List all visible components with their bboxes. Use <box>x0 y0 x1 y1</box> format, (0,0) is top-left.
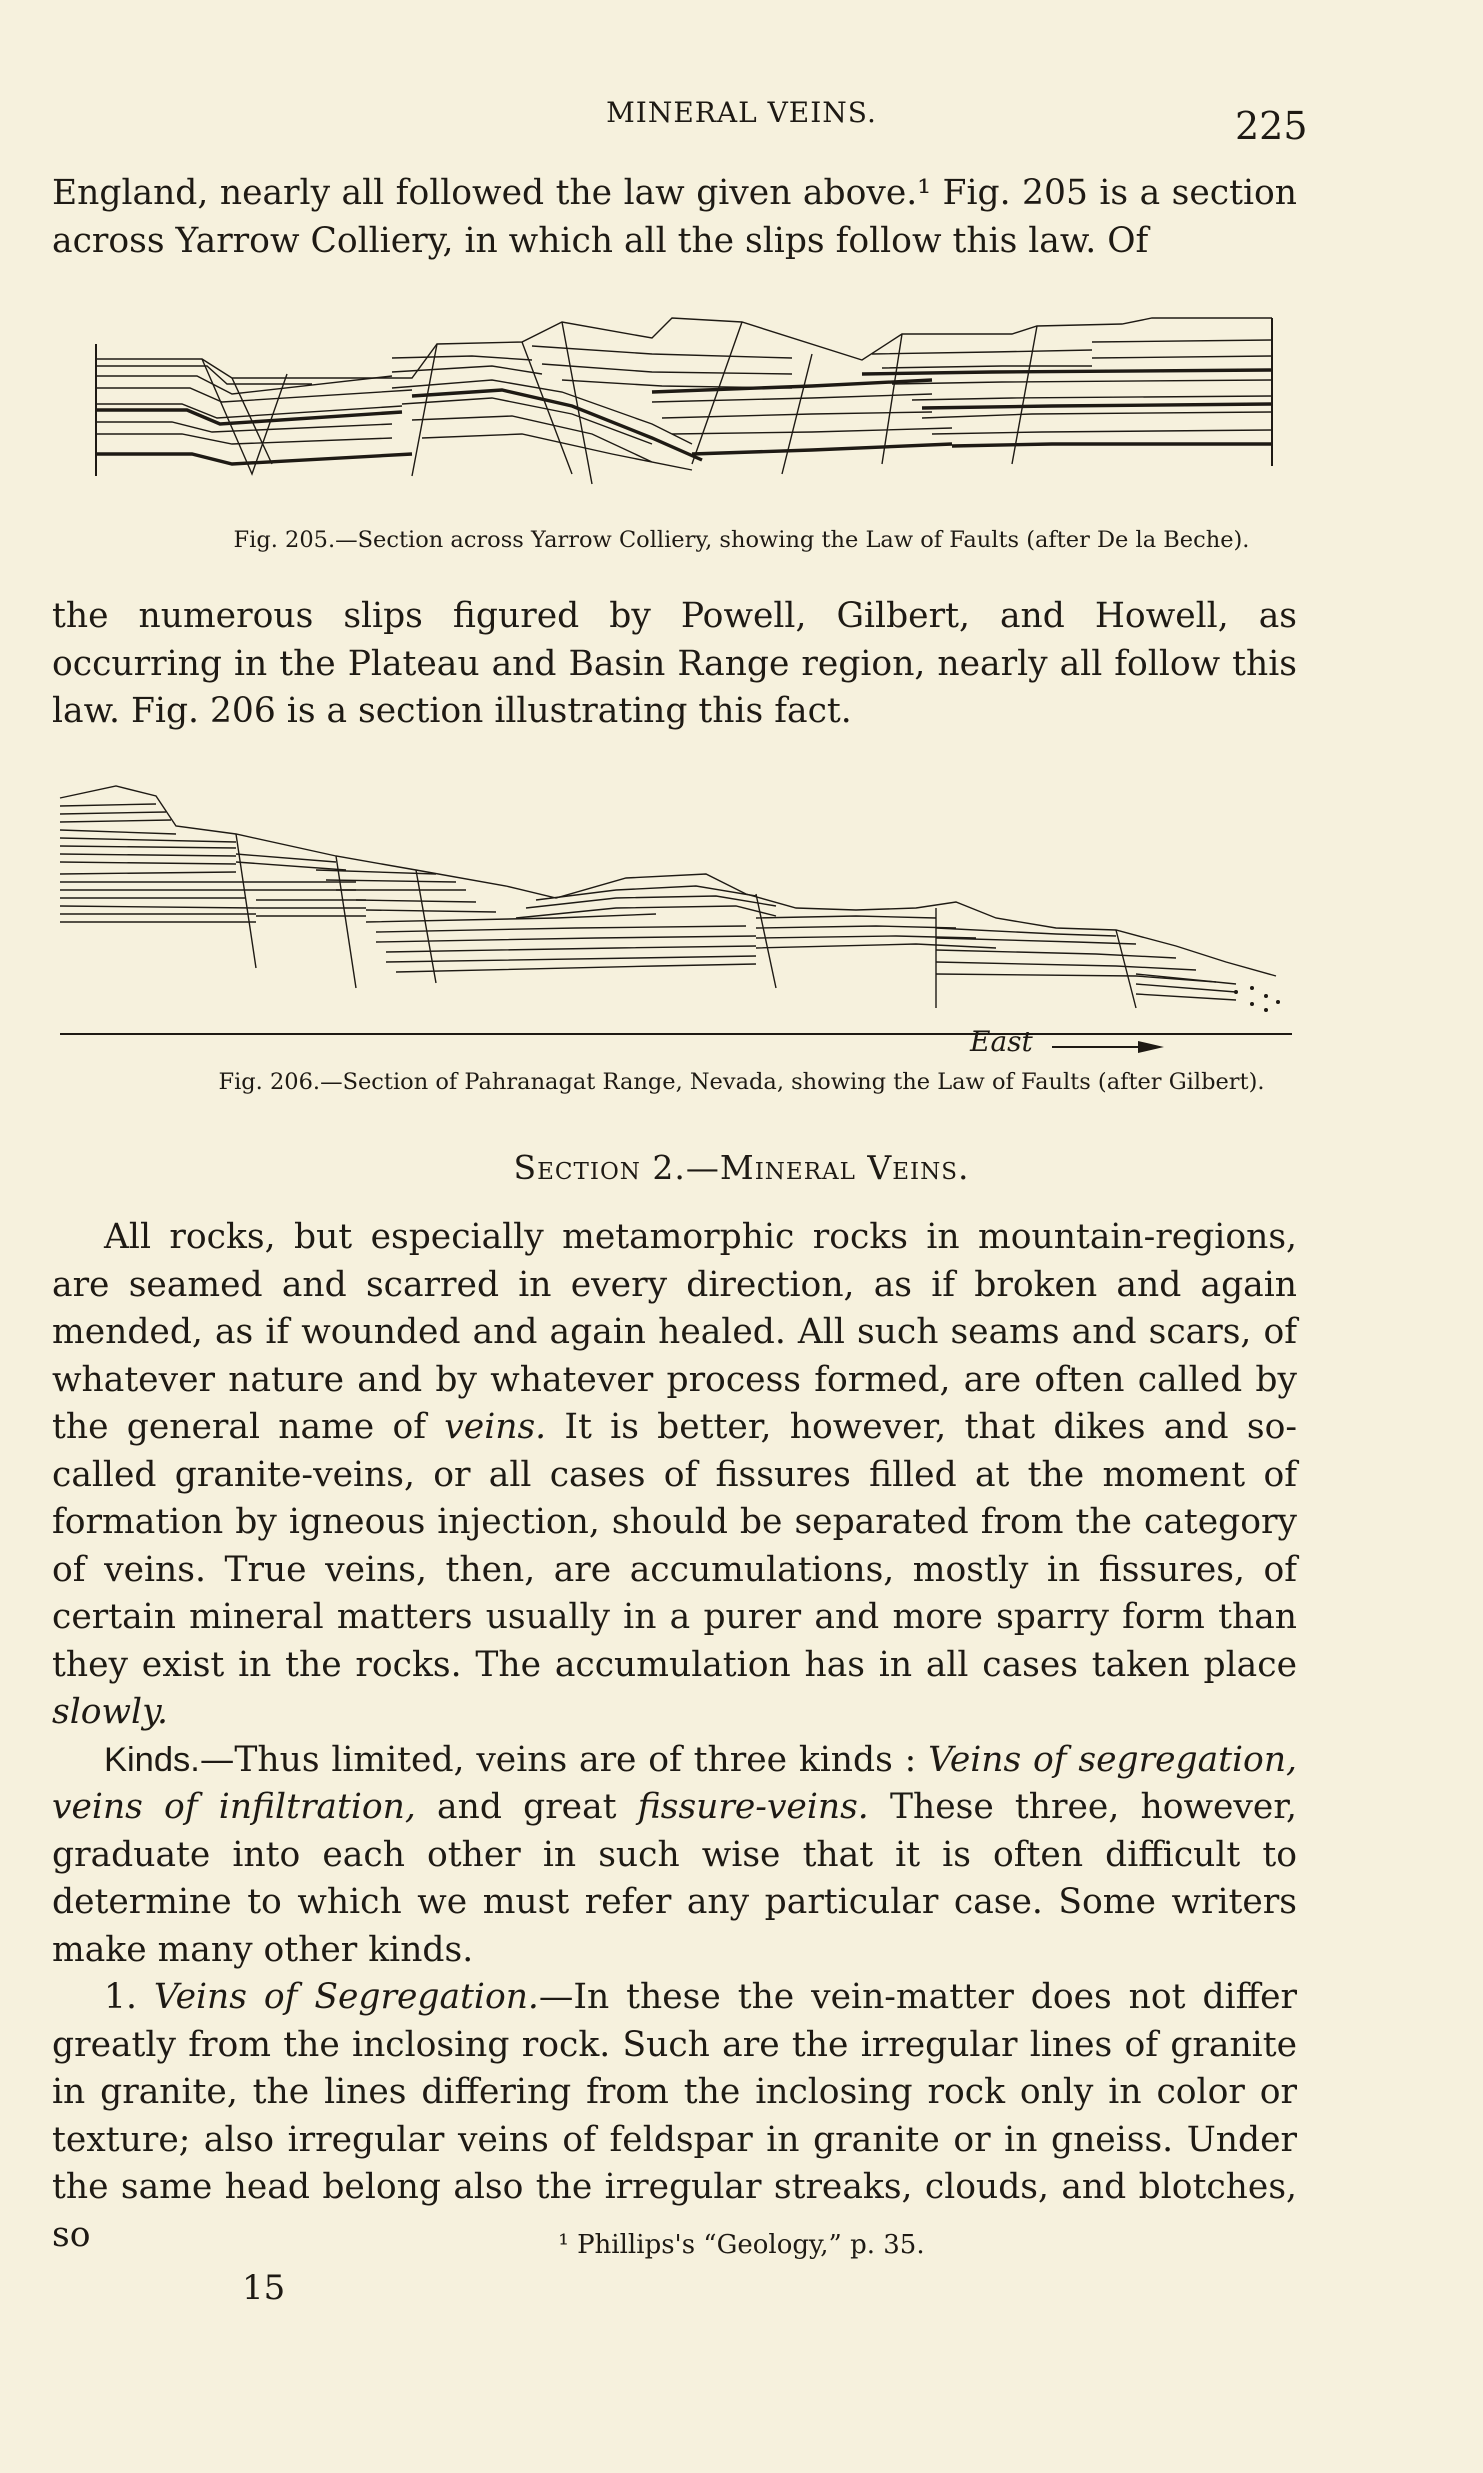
figure-206-section-drawing <box>56 778 1296 1038</box>
kinds-em-2: fissure-veins. <box>637 1787 869 1827</box>
paragraph-veins-em: veins. <box>444 1407 547 1447</box>
paragraph-top <box>52 170 1297 265</box>
section-heading: Section 2.—Mineral Veins. <box>513 1148 970 1187</box>
direction-label: East <box>970 1025 1033 1058</box>
kinds-text-c: These three, however, graduate into each other in such wise that it is often difficult to determine to which we must refer any particular case. Some writers make many other kinds. <box>52 1787 1298 1970</box>
kinds-text-a: —Thus limited, veins are of three kinds : <box>199 1739 917 1780</box>
paragraph-kinds <box>52 1737 1297 1975</box>
paragraph-veins-text: All rocks, but especially metamorphic rocks in mountain-regions, are seamed and scarred in every direction, as if broken and again mended, as if wounded and again healed. All such seams and scars, of whatever nature and by whatever process formed, are often called by the general name of <box>52 1217 1297 1447</box>
figure-205 <box>92 314 1282 494</box>
kinds-em-1: Veins of segregation, veins of infiltration, <box>52 1739 1298 1827</box>
paragraph-veins-cont: It is better, however, that dikes and so-called granite-veins, or all cases of fissures filled at the moment of formation by igneous injection, should be separated from the category of veins. True veins, then, are accumulations, mostly in fissures, of certain mineral matters usually in a purer and more sparry form than they exist in the rocks. The accumulation has in all cases taken place <box>52 1407 1298 1685</box>
figure-206 <box>56 778 1296 1038</box>
body-text <box>52 1214 1297 2259</box>
paragraph-veins <box>52 1214 1297 1737</box>
footnote: ¹ Phillips's “Geology,” p. 35. <box>558 2230 925 2260</box>
paragraph-middle <box>52 593 1297 736</box>
kinds-text-b: and great <box>437 1787 617 1827</box>
segregation-title: Veins of Segregation. <box>153 1977 539 2017</box>
segregation-text: —In these the vein-matter does not differ greatly from the inclosing rock. Such are the irregular lines of granite in granite, the lines differing from the inclosing rock only in color or texture; also irregular veins of feldspar in granite or in gneiss. Under the same head belong also the irregular streaks, clouds, and blotches, so <box>52 1977 1297 2255</box>
running-head: MINERAL VEINS. <box>606 96 877 129</box>
figure-206-caption: Fig. 206.—Section of Pahranagat Range, Nevada, showing the Law of Faults (after Gilbert). <box>218 1069 1265 1095</box>
figure-205-caption: Fig. 205.—Section across Yarrow Colliery, showing the Law of Faults (after De la Beche). <box>233 527 1250 553</box>
arrow-right-icon <box>1052 1037 1172 1057</box>
paragraph-segregation <box>52 1974 1297 2259</box>
segregation-number: 1. <box>104 1977 137 2017</box>
signature-mark: 15 <box>242 2268 286 2308</box>
page-number: 225 <box>1235 104 1308 148</box>
paragraph-veins-end: slowly. <box>52 1692 168 1732</box>
figure-206-direction <box>970 1025 1172 1058</box>
paragraph-top-text: England, nearly all followed the law given above.¹ Fig. 205 is a section across Yarrow Colliery, in which all the slips follow this law. Of <box>52 173 1297 261</box>
paragraph-middle-text: the numerous slips figured by Powell, Gilbert, and Howell, as occurring in the Plateau and Basin Range region, nearly all follow this law. Fig. 206 is a section illustrating this fact. <box>52 596 1297 731</box>
kinds-label: Kinds. <box>104 1740 200 1779</box>
figure-205-section-drawing <box>92 314 1282 494</box>
